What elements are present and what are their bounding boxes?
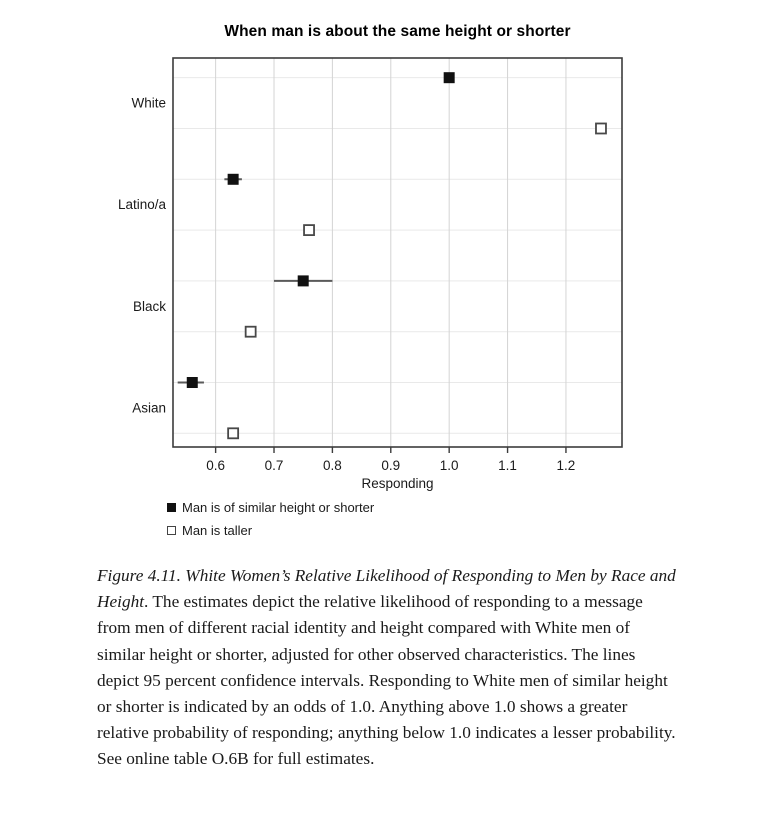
chart-title: When man is about the same height or shorter — [224, 23, 571, 40]
x-tick-label: 0.6 — [206, 458, 226, 473]
chart-legend — [167, 496, 374, 542]
x-axis-label: Responding — [361, 476, 434, 491]
filled-square-marker — [187, 377, 198, 388]
filled-square-icon — [167, 503, 176, 512]
open-square-marker — [228, 428, 238, 438]
category-label: Black — [132, 298, 166, 314]
open-square-marker — [596, 123, 606, 133]
x-tick-label: 0.9 — [381, 458, 401, 473]
legend-item-similar-height — [167, 496, 374, 519]
x-tick-label: 1.2 — [556, 458, 576, 473]
open-square-marker — [246, 327, 256, 337]
legend-label: Man is taller — [182, 523, 253, 538]
figure-caption-title: Figure 4.11. White Women’s Relative Likelihood of Responding to Men by Race and Height — [97, 566, 676, 612]
category-label: White — [131, 95, 166, 111]
figure-caption — [97, 563, 680, 773]
open-square-marker — [304, 225, 314, 235]
x-tick-label: 0.8 — [323, 458, 342, 473]
filled-square-marker — [298, 275, 309, 286]
category-label: Latino/a — [117, 197, 166, 213]
x-tick-label: 1.1 — [498, 458, 517, 473]
legend-item-taller — [167, 519, 374, 542]
filled-square-marker — [228, 174, 239, 185]
x-tick-label: 0.7 — [264, 458, 284, 473]
x-tick-label: 1.0 — [439, 458, 459, 473]
plot-border — [173, 58, 622, 447]
category-label: Asian — [132, 400, 166, 416]
dot-plot-chart — [0, 45, 680, 480]
open-square-icon — [167, 526, 176, 535]
legend-label: Man is of similar height or shorter — [182, 500, 375, 515]
filled-square-marker — [444, 72, 455, 83]
figure-caption-body: . The estimates depict the relative likelihood of responding to a message from men of different racial identity and height compared with White men of similar height or shorter, adjusted for other observed characteristics. The lines depict 95 percent confidence intervals. Responding to White men of similar height or shorter is indicated by an odds of 1.0. Anything above 1.0 shows a greater relative probability of responding; anything below 1.0 indicates a lesser probability. See online table O.6B for full estimates. — [97, 592, 676, 769]
